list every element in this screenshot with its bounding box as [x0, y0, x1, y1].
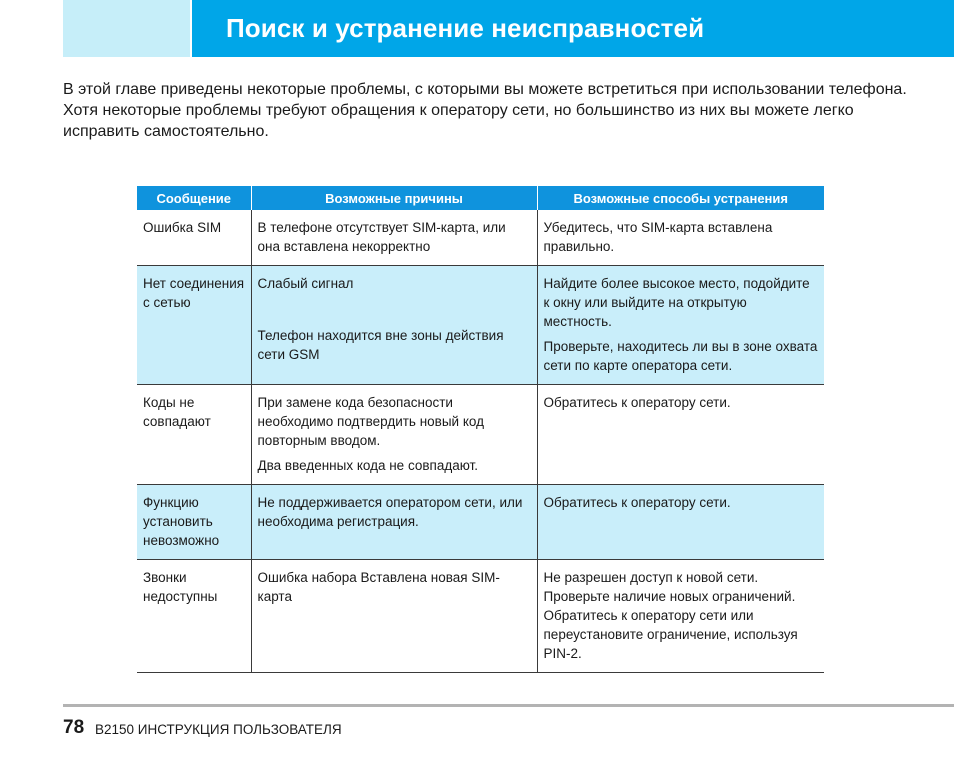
fix-cell: Обратитесь к оператору сети.: [537, 485, 824, 560]
cause-cell: В телефоне отсутствует SIM-карта, или она вставлена некорректно: [251, 210, 537, 266]
column-header-solutions: Возможные способы устранения: [537, 186, 824, 210]
fix-text: Не разрешен доступ к новой сети.: [543, 570, 759, 585]
page-number: 78: [63, 717, 85, 738]
message-cell: Ошибка SIM: [137, 210, 251, 266]
table-row: [137, 560, 824, 673]
fix-text: Проверьте, находитесь ли вы в зоне охвата сети по карте оператора сети.: [543, 339, 818, 373]
cause-text: Телефон находится вне зоны действия сети GSM: [257, 328, 504, 362]
column-header-causes: Возможные причины: [251, 186, 537, 210]
fix-cell: Обратитесь к оператору сети.: [537, 385, 824, 485]
page-title: Поиск и устранение неисправностей: [226, 13, 705, 43]
message-cell: Функцию установить невозможно: [137, 485, 251, 560]
table-row: [137, 485, 824, 560]
cause-cell: [251, 385, 537, 485]
table-row: [137, 266, 824, 385]
cause-text: При замене кода безопасности необходимо подтвердить новый код повторным вводом.: [257, 395, 484, 448]
message-cell: Нет соединения с сетью: [137, 266, 251, 385]
fix-text: Проверьте наличие новых ограничений.: [543, 589, 796, 604]
cause-cell: [251, 266, 537, 385]
troubleshooting-table: [137, 186, 824, 673]
footer-divider: [63, 704, 954, 707]
table-row: [137, 210, 824, 266]
cause-cell: Не поддерживается оператором сети, или необходима регистрация.: [251, 485, 537, 560]
table-header-row: [137, 186, 824, 210]
intro-paragraph: В этой главе приведены некоторые проблемы, с которыми вы можете встретиться при использовании телефона. Хотя некоторые проблемы требуют обращения к оператору сети, но большинство из них вы можете легко исправить самостоятельно.: [63, 81, 907, 140]
fix-cell: [537, 266, 824, 385]
table-row: [137, 385, 824, 485]
cause-cell: Ошибка набора Вставлена новая SIM-карта: [251, 560, 537, 673]
cause-text: Слабый сигнал: [257, 276, 354, 291]
fix-cell: Убедитесь, что SIM-карта вставлена правильно.: [537, 210, 824, 266]
message-cell: Звонки недоступны: [137, 560, 251, 673]
footer-manual-title: B2150 ИНСТРУКЦИЯ ПОЛЬЗОВАТЕЛЯ: [95, 722, 342, 737]
header-band-left: [63, 0, 190, 57]
column-header-message: Сообщение: [137, 186, 251, 210]
fix-text: Найдите более высокое место, подойдите к окну или выйдите на открытую местность.: [543, 276, 810, 329]
fix-text: Обратитесь к оператору сети или переустановите ограничение, используя PIN-2.: [543, 608, 798, 661]
cause-text: Два введенных кода не совпадают.: [257, 458, 478, 473]
message-cell: Коды не совпадают: [137, 385, 251, 485]
fix-cell: [537, 560, 824, 673]
